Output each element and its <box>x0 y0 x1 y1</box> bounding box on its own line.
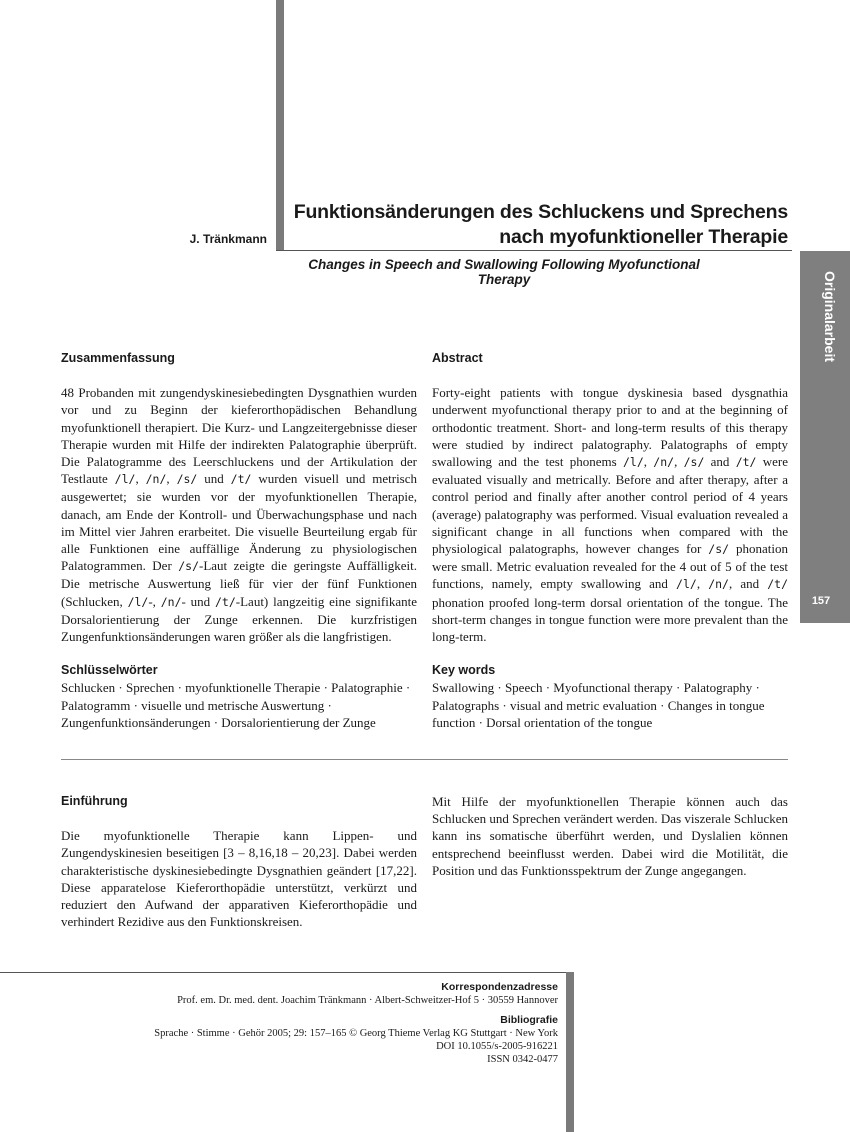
keywords-german-heading: Schlüsselwörter <box>61 663 158 678</box>
correspondence-address: Prof. em. Dr. med. dent. Joachim Tränkmann · Albert-Schweitzer-Hof 5 · 30559 Hannover <box>177 995 558 1006</box>
bibliography-issn: ISSN 0342-0477 <box>487 1054 558 1065</box>
title-underline <box>276 250 792 251</box>
title-line-1: Funktionsänderungen des Schluckens und Sprechens <box>293 201 788 223</box>
summary-german <box>61 350 417 731</box>
article-title <box>292 200 788 250</box>
footer-vertical-bar <box>566 972 574 1132</box>
abstract-paragraph: Forty-eight patients with tongue dyskinesia based dysgnathia underwent myofunctional therapy prior to and at the beginning of orthodontic treatment. Short- and long-term results of this therapy were studied by indirect palatography. Palatographs of empty swallowing and the test phonems /l/, /n/, /s/ and /t/ were evaluated visually and metrically. Before and after therapy, after a control period and finally after another control period of 4 years (average) palatography was performed. Visual evaluation revealed a significant change in all functions when compared with the physiological palatographs, however changes for /s/ phonation were small. Metric evaluation revealed for the 4 out of 5 of the test functions, namely, empty swallowing and /l/, /n/, and /t/ phonation proofed long-term dorsal orientation of the tongue. The short-term changes in tongue function were more prevalent than the long-term. <box>432 385 789 645</box>
sidebar-tab <box>800 251 850 623</box>
keywords-english-text: Swallowing · Speech · Myofunctional therapy · Palatography · Palatographs · visual and metric evaluation · Changes in tongue function · Dorsal orientation of the tongue <box>432 680 765 730</box>
intro-left-paragraph: Die myofunktionelle Therapie kann Lippen- und Zungendyskinesien beseitigen [3 – 8,16,18 – 20,23]. Dabei werden charakteristische dyskinesiebedingte Dysgnathien geändert [17,22]. Diese apparatelose Kieferorthopädie unterstützt, verkürzt und reduziert den Aufwand der apparativen Kieferorthopädie und verhindert Rezidive aus den Funktionskreisen. <box>61 828 417 930</box>
keywords-english-heading: Key words <box>432 663 496 678</box>
header-vertical-bar <box>276 0 284 251</box>
summary-paragraph: 48 Probanden mit zungendyskinesiebedingten Dysgnathien wurden vor und zu Beginn der kieferorthopädischen Behandlung myofunktionell therapiert. Die Kurz- und Langzeitergebnisse dieser Therapie wurden mit Hilfe der indirekten Palatographie überprüft. Die Palatogramme des Leerschluckens und der Artikulation der Testlaute /l/, /n/, /s/ und /t/ wurden visuell und metrisch ausgewertet; sie wurden vor der myofunktionellen Therapie, danach, am Ende der Kontroll- und Überwachungsphase und nach im Mittel vier Jahren erarbeitet. Die visuelle Beurteilung ergab für alle Funktionen eine auffällige Änderung zu physiologischen Palatogrammen. Der /s/-Laut zeigte die geringste Auffälligkeit. Die metrische Auswertung ließ für vier der fünf Funktionen (Schlucken, /l/-, /n/- und /t/-Laut) langzeitig eine signifikante Dorsalorientierung der Zunge erkennen. Die kurzfristigen Zungenfunktionsänderungen waren größer als die langfristigen. <box>61 385 418 645</box>
footer-block <box>60 981 558 1066</box>
keywords-german-text: Schlucken · Sprechen · myofunktionelle Therapie · Palatographie · Palatogramm · visuelle und metrische Auswertung · Zungenfunktionsänderungen · Dorsalorientierung der Zunge <box>61 680 411 730</box>
footer-rule <box>0 972 566 973</box>
correspondence-heading: Korrespondenzadresse <box>441 981 558 993</box>
bibliography-doi: DOI 10.1055/s-2005-916221 <box>436 1041 558 1052</box>
intro-left-column <box>61 793 417 930</box>
page-number: 157 <box>811 595 831 607</box>
title-line-2: nach myofunktioneller Therapie <box>499 226 788 248</box>
section-divider <box>61 759 788 760</box>
abstract-heading: Abstract <box>432 351 483 365</box>
intro-right-column <box>432 793 788 879</box>
bibliography-citation: Sprache · Stimme · Gehör 2005; 29: 157–165 © Georg Thieme Verlag KG Stuttgart · New York <box>154 1028 558 1039</box>
abstract-english <box>432 350 788 731</box>
summary-heading: Zusammenfassung <box>61 351 175 365</box>
intro-right-paragraph: Mit Hilfe der myofunktionellen Therapie können auch das Schlucken und Sprechen verändert werden. Das viszerale Schlucken kann ins somatische überführt werden, und Dyslalien können entsprechend beeinflusst werden. Dabei wird die Motilität, die Position und das Funktionsspektrum der Zunge angegangen. <box>432 794 788 878</box>
author-name: J. Tränkmann <box>189 232 267 246</box>
bibliography-heading: Bibliografie <box>500 1014 558 1026</box>
article-type-label: Originalarbeit <box>822 271 838 363</box>
intro-heading: Einführung <box>61 794 128 808</box>
article-subtitle: Changes in Speech and Swallowing Following Myofunctional Therapy <box>308 257 700 287</box>
